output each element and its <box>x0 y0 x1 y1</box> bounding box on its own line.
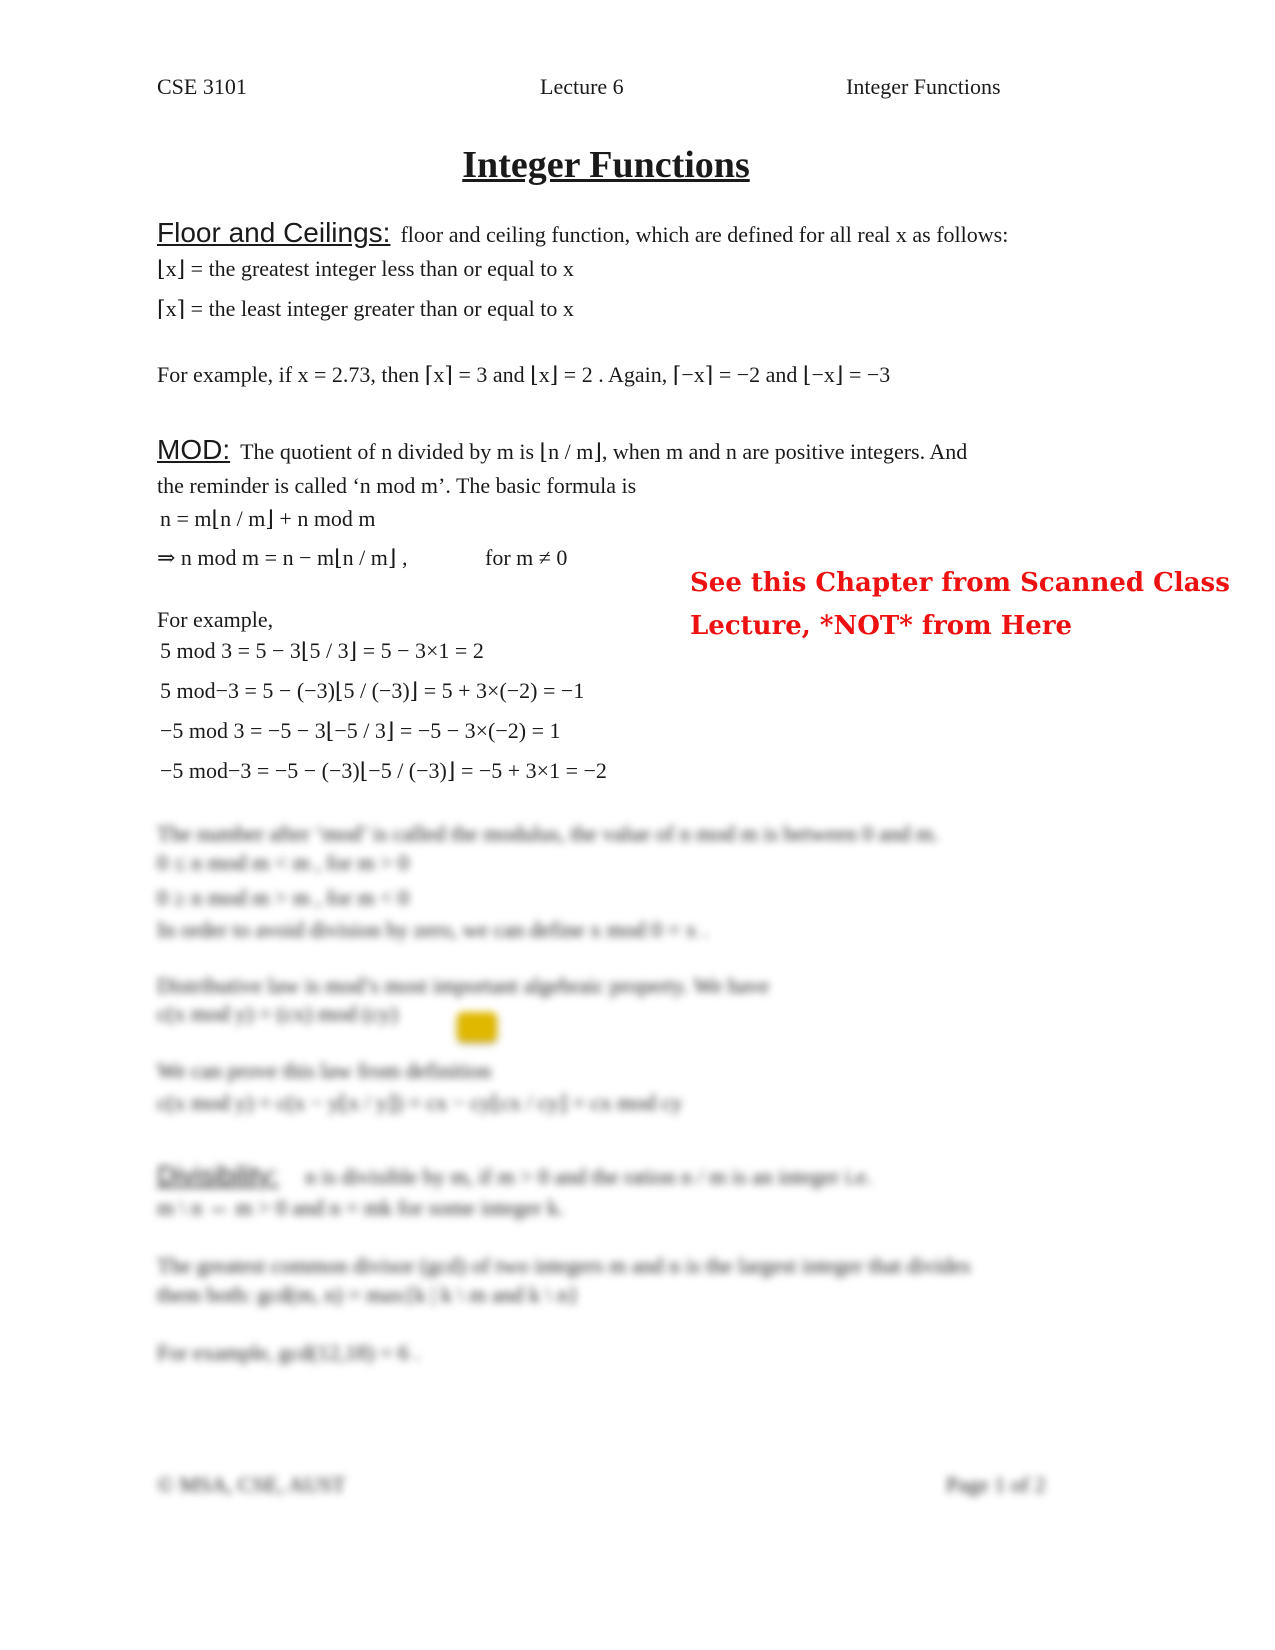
mod-example-4: −5 mod−3 = −5 − (−3)⌊−5 / (−3)⌋ = −5 + 3×1 = −2 <box>160 758 607 783</box>
ceil-definition: ⌈x⌉ = the least integer greater than or equal to x <box>157 296 574 321</box>
floor-ceil-intro: floor and ceiling function, which are defined for all real x as follows: <box>400 222 1009 247</box>
blurred-line: 0 ≥ n mod m > m , for m < 0 <box>157 885 409 910</box>
notice-line-2: Lecture, *NOT* from Here <box>690 611 1073 641</box>
blurred-line: Distributive law is mod’s most important algebraic property. We have <box>157 973 770 998</box>
mod-example-2: 5 mod−3 = 5 − (−3)⌊5 / (−3)⌋ = 5 + 3×(−2) = −1 <box>160 678 585 703</box>
blurred-line: them both: gcd(m, n) = max{k | k \ m and k \ n} <box>157 1282 579 1307</box>
footer-page-number: Page 1 of 2 <box>946 1472 1046 1497</box>
blurred-line: For example, gcd(12,18) = 6 . <box>157 1340 420 1365</box>
floor-ceil-heading: Floor and Ceilings: <box>157 217 391 248</box>
mod-example-3: −5 mod 3 = −5 − 3⌊−5 / 3⌋ = −5 − 3×(−2) = 1 <box>160 718 561 743</box>
page-title: Integer Functions <box>462 144 750 186</box>
mod-heading: MOD: <box>157 434 231 465</box>
blurred-line: n is divisible by m, if m > 0 and the ration n / m is an integer i.e. <box>305 1164 872 1189</box>
mod-formula-2-condition: for m ≠ 0 <box>485 545 568 570</box>
footer-copyright: © MSA, CSE, AUST <box>157 1472 346 1497</box>
mod-formula-2: ⇒ n mod m = n − m⌊n / m⌋ , <box>157 545 408 570</box>
mod-example-1: 5 mod 3 = 5 − 3⌊5 / 3⌋ = 5 − 3×1 = 2 <box>160 638 484 663</box>
floor-ceil-heading-line <box>157 217 1008 249</box>
mod-intro-line2: the reminder is called ‘n mod m’. The basic formula is <box>157 473 637 498</box>
blurred-line: In order to avoid division by zero, we can define x mod 0 = x . <box>157 917 708 942</box>
blurred-line: The greatest common divisor (gcd) of two integers m and n is the largest integer that divides <box>157 1253 971 1278</box>
header-course: CSE 3101 <box>157 74 247 99</box>
mod-formula-1: n = m⌊n / m⌋ + n mod m <box>160 506 376 531</box>
blurred-line: m \ n ⇔ m > 0 and n = mk for some integer k. <box>157 1195 564 1220</box>
floor-definition: ⌊x⌋ = the greatest integer less than or equal to x <box>157 256 574 281</box>
scanned-lecture-notice <box>690 562 1230 648</box>
blurred-line: The number after ‘mod’ is called the modulus, the value of n mod m is between 0 and m. <box>157 821 939 846</box>
blurred-line: c(x mod y) = c(x − y⌊x / y⌋) = cx − cy⌊cx / cy⌋ = cx mod cy <box>157 1090 683 1115</box>
header-lecture: Lecture 6 <box>540 74 624 99</box>
header-topic: Integer Functions <box>846 74 1001 99</box>
blurred-line: c(x mod y) = (cx) mod (cy) <box>157 1001 398 1026</box>
blurred-heading: Divisibility: <box>157 1160 279 1190</box>
blurred-line: We can prove this law from definition <box>157 1058 492 1083</box>
floor-ceil-example: For example, if x = 2.73, then ⌈x⌉ = 3 and ⌊x⌋ = 2 . Again, ⌈−x⌉ = −2 and ⌊−x⌋ = −3 <box>157 362 891 387</box>
mod-example-label: For example, <box>157 607 274 632</box>
mod-intro-line1: The quotient of n divided by m is ⌊n / m⌋, when m and n are positive integers. And <box>240 439 968 464</box>
notice-line-1: See this Chapter from Scanned Class <box>690 568 1230 598</box>
mod-heading-line <box>157 434 967 466</box>
sticky-note-icon[interactable] <box>457 1012 497 1042</box>
blurred-line: 0 ≤ n mod m < m , for m > 0 <box>157 850 409 875</box>
